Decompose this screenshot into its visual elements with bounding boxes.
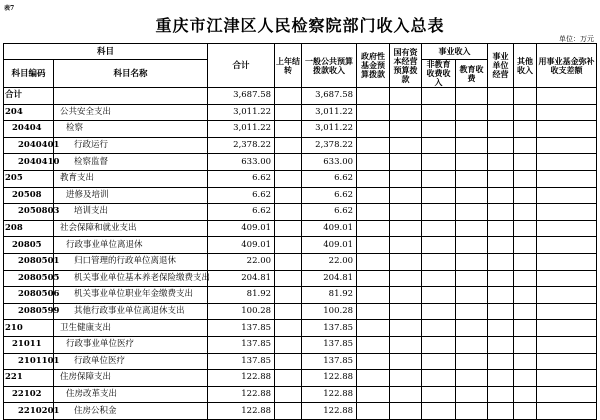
header-state-capital: 国有资本经营预算拨款	[390, 44, 422, 88]
empty-cell	[488, 353, 514, 370]
empty-cell	[514, 386, 537, 403]
table-row	[4, 287, 597, 304]
carryover-cell	[275, 187, 302, 204]
header-non-edu: 非教育收费收入	[422, 60, 456, 88]
subject-name-cell	[54, 88, 208, 105]
empty-cell	[390, 170, 422, 187]
total-cell: 122.88	[208, 386, 275, 403]
table-row	[4, 137, 597, 154]
empty-cell	[456, 237, 488, 254]
general-budget-cell: 122.88	[302, 403, 357, 420]
subject-code-cell: 208	[4, 220, 54, 237]
empty-cell	[422, 386, 456, 403]
header-carryover: 上年结转	[275, 44, 302, 88]
empty-cell	[488, 320, 514, 337]
empty-cell	[357, 88, 390, 105]
empty-cell	[488, 137, 514, 154]
header-career-fund: 用事业基金弥补收支差额	[537, 44, 597, 88]
subject-code-cell: 22102	[4, 386, 54, 403]
empty-cell	[456, 204, 488, 221]
empty-cell	[390, 320, 422, 337]
empty-cell	[357, 336, 390, 353]
empty-cell	[357, 270, 390, 287]
total-cell: 137.85	[208, 320, 275, 337]
empty-cell	[456, 287, 488, 304]
total-cell: 122.88	[208, 403, 275, 420]
total-cell: 204.81	[208, 270, 275, 287]
subject-code-cell: 204	[4, 104, 54, 121]
empty-cell	[514, 88, 537, 105]
empty-cell	[422, 303, 456, 320]
general-budget-cell: 122.88	[302, 386, 357, 403]
empty-cell	[456, 88, 488, 105]
empty-cell	[390, 137, 422, 154]
subject-code-cell: 合计	[4, 88, 54, 105]
empty-cell	[456, 220, 488, 237]
empty-cell	[488, 270, 514, 287]
empty-cell	[357, 353, 390, 370]
carryover-cell	[275, 320, 302, 337]
subject-name-cell: 教育支出	[54, 170, 208, 187]
empty-cell	[514, 370, 537, 387]
empty-cell	[456, 303, 488, 320]
empty-cell	[488, 336, 514, 353]
subject-name-cell: 检察	[54, 121, 208, 138]
empty-cell	[357, 386, 390, 403]
empty-cell	[422, 187, 456, 204]
table-row	[4, 253, 597, 270]
empty-cell	[514, 204, 537, 221]
subject-code-cell: 210	[4, 320, 54, 337]
empty-cell	[537, 220, 597, 237]
empty-cell	[514, 187, 537, 204]
subject-name-cell: 进修及培训	[54, 187, 208, 204]
general-budget-cell: 204.81	[302, 270, 357, 287]
empty-cell	[456, 121, 488, 138]
empty-cell	[422, 170, 456, 187]
subject-name-cell: 其他行政事业单位离退休支出	[54, 303, 208, 320]
carryover-cell	[275, 386, 302, 403]
empty-cell	[514, 137, 537, 154]
empty-cell	[537, 137, 597, 154]
header-edu: 教育收费	[456, 60, 488, 88]
empty-cell	[514, 320, 537, 337]
subject-code-cell: 21011	[4, 336, 54, 353]
table-tag: 表7	[4, 5, 15, 12]
carryover-cell	[275, 88, 302, 105]
empty-cell	[456, 403, 488, 420]
empty-cell	[357, 170, 390, 187]
empty-cell	[488, 253, 514, 270]
table-row	[4, 88, 597, 105]
empty-cell	[390, 104, 422, 121]
empty-cell	[357, 320, 390, 337]
general-budget-cell: 409.01	[302, 237, 357, 254]
empty-cell	[390, 353, 422, 370]
table-row	[4, 121, 597, 138]
general-budget-cell: 6.62	[302, 170, 357, 187]
empty-cell	[514, 104, 537, 121]
carryover-cell	[275, 336, 302, 353]
empty-cell	[537, 287, 597, 304]
empty-cell	[357, 403, 390, 420]
empty-cell	[537, 154, 597, 171]
carryover-cell	[275, 303, 302, 320]
empty-cell	[537, 104, 597, 121]
empty-cell	[390, 253, 422, 270]
empty-cell	[456, 137, 488, 154]
table-row	[4, 187, 597, 204]
general-budget-cell: 6.62	[302, 187, 357, 204]
empty-cell	[422, 287, 456, 304]
table-row	[4, 353, 597, 370]
table-row	[4, 170, 597, 187]
empty-cell	[390, 370, 422, 387]
empty-cell	[488, 386, 514, 403]
empty-cell	[514, 403, 537, 420]
table-row	[4, 204, 597, 221]
subject-code-cell: 20805	[4, 237, 54, 254]
empty-cell	[514, 154, 537, 171]
carryover-cell	[275, 237, 302, 254]
empty-cell	[456, 386, 488, 403]
general-budget-cell: 100.28	[302, 303, 357, 320]
header-name: 科目名称	[54, 60, 208, 88]
empty-cell	[422, 353, 456, 370]
table-body	[4, 88, 597, 420]
total-cell: 137.85	[208, 353, 275, 370]
empty-cell	[488, 287, 514, 304]
general-budget-cell: 122.88	[302, 370, 357, 387]
carryover-cell	[275, 403, 302, 420]
total-cell: 3,687.58	[208, 88, 275, 105]
empty-cell	[422, 403, 456, 420]
empty-cell	[514, 121, 537, 138]
empty-cell	[537, 187, 597, 204]
table-header	[4, 44, 597, 88]
empty-cell	[514, 303, 537, 320]
empty-cell	[514, 220, 537, 237]
header-general-budget: 一般公共预算拨款收入	[302, 44, 357, 88]
empty-cell	[456, 320, 488, 337]
empty-cell	[357, 237, 390, 254]
empty-cell	[537, 253, 597, 270]
subject-name-cell: 卫生健康支出	[54, 320, 208, 337]
total-cell: 6.62	[208, 170, 275, 187]
general-budget-cell: 3,687.58	[302, 88, 357, 105]
carryover-cell	[275, 204, 302, 221]
empty-cell	[357, 137, 390, 154]
empty-cell	[514, 253, 537, 270]
empty-cell	[488, 237, 514, 254]
empty-cell	[390, 154, 422, 171]
total-cell: 633.00	[208, 154, 275, 171]
empty-cell	[488, 370, 514, 387]
subject-name-cell: 检察监督	[54, 154, 208, 171]
total-cell: 409.01	[208, 237, 275, 254]
empty-cell	[357, 220, 390, 237]
header-other: 其他收入	[514, 44, 537, 88]
empty-cell	[456, 154, 488, 171]
header-career-income: 事业收入	[422, 44, 488, 60]
carryover-cell	[275, 121, 302, 138]
table-row	[4, 320, 597, 337]
empty-cell	[390, 386, 422, 403]
subject-code-cell: 2080501	[4, 253, 54, 270]
general-budget-cell: 137.85	[302, 320, 357, 337]
table-row	[4, 154, 597, 171]
empty-cell	[537, 237, 597, 254]
subject-name-cell: 住房保障支出	[54, 370, 208, 387]
general-budget-cell: 137.85	[302, 353, 357, 370]
empty-cell	[390, 237, 422, 254]
empty-cell	[357, 104, 390, 121]
subject-code-cell: 2210201	[4, 403, 54, 420]
empty-cell	[456, 270, 488, 287]
empty-cell	[456, 253, 488, 270]
empty-cell	[422, 121, 456, 138]
carryover-cell	[275, 170, 302, 187]
subject-name-cell: 社会保障和就业支出	[54, 220, 208, 237]
empty-cell	[390, 403, 422, 420]
empty-cell	[390, 303, 422, 320]
general-budget-cell: 81.92	[302, 287, 357, 304]
subject-code-cell: 20404	[4, 121, 54, 138]
total-cell: 409.01	[208, 220, 275, 237]
empty-cell	[488, 104, 514, 121]
empty-cell	[422, 320, 456, 337]
empty-cell	[357, 303, 390, 320]
empty-cell	[514, 270, 537, 287]
empty-cell	[357, 370, 390, 387]
table-row	[4, 237, 597, 254]
empty-cell	[537, 370, 597, 387]
page-title: 重庆市江津区人民检察院部门收入总表	[155, 16, 445, 35]
total-cell: 3,011.22	[208, 121, 275, 138]
general-budget-cell: 633.00	[302, 154, 357, 171]
table-row	[4, 403, 597, 420]
header-subject: 科目	[4, 44, 208, 60]
empty-cell	[422, 204, 456, 221]
empty-cell	[456, 187, 488, 204]
total-cell: 122.88	[208, 370, 275, 387]
empty-cell	[422, 237, 456, 254]
header-total: 合计	[208, 44, 275, 88]
general-budget-cell: 409.01	[302, 220, 357, 237]
total-cell: 81.92	[208, 287, 275, 304]
carryover-cell	[275, 287, 302, 304]
subject-code-cell: 2080505	[4, 270, 54, 287]
empty-cell	[488, 121, 514, 138]
subject-name-cell: 行政运行	[54, 137, 208, 154]
carryover-cell	[275, 220, 302, 237]
subject-name-cell: 行政事业单位离退休	[54, 237, 208, 254]
subject-name-cell: 行政事业单位医疗	[54, 336, 208, 353]
general-budget-cell: 3,011.22	[302, 121, 357, 138]
empty-cell	[422, 154, 456, 171]
empty-cell	[422, 220, 456, 237]
empty-cell	[537, 270, 597, 287]
header-code: 科目编码	[4, 60, 54, 88]
subject-code-cell: 2080599	[4, 303, 54, 320]
empty-cell	[488, 187, 514, 204]
empty-cell	[488, 403, 514, 420]
table-row	[4, 336, 597, 353]
subject-code-cell: 2050803	[4, 204, 54, 221]
empty-cell	[390, 270, 422, 287]
subject-name-cell: 行政单位医疗	[54, 353, 208, 370]
subject-code-cell: 2040401	[4, 137, 54, 154]
total-cell: 100.28	[208, 303, 275, 320]
empty-cell	[390, 287, 422, 304]
subject-code-cell: 20508	[4, 187, 54, 204]
total-cell: 6.62	[208, 204, 275, 221]
empty-cell	[422, 104, 456, 121]
carryover-cell	[275, 104, 302, 121]
empty-cell	[390, 88, 422, 105]
empty-cell	[488, 88, 514, 105]
empty-cell	[488, 204, 514, 221]
subject-code-cell: 205	[4, 170, 54, 187]
empty-cell	[390, 204, 422, 221]
subject-name-cell: 培训支出	[54, 204, 208, 221]
empty-cell	[488, 170, 514, 187]
header-unit-ops: 事业单位经营	[488, 44, 514, 88]
empty-cell	[422, 336, 456, 353]
carryover-cell	[275, 370, 302, 387]
subject-name-cell: 机关事业单位基本养老保险缴费支出	[54, 270, 208, 287]
empty-cell	[357, 121, 390, 138]
general-budget-cell: 22.00	[302, 253, 357, 270]
empty-cell	[357, 187, 390, 204]
table-row	[4, 386, 597, 403]
empty-cell	[422, 253, 456, 270]
general-budget-cell: 137.85	[302, 336, 357, 353]
empty-cell	[422, 137, 456, 154]
carryover-cell	[275, 270, 302, 287]
empty-cell	[357, 287, 390, 304]
empty-cell	[514, 237, 537, 254]
total-cell: 3,011.22	[208, 104, 275, 121]
table-row	[4, 303, 597, 320]
empty-cell	[537, 204, 597, 221]
empty-cell	[537, 170, 597, 187]
table-row	[4, 370, 597, 387]
empty-cell	[537, 353, 597, 370]
table-row	[4, 270, 597, 287]
subject-code-cell: 221	[4, 370, 54, 387]
subject-name-cell: 住房改革支出	[54, 386, 208, 403]
header-fund-budget: 政府性基金预算拨款	[357, 44, 390, 88]
table-row	[4, 104, 597, 121]
empty-cell	[537, 386, 597, 403]
carryover-cell	[275, 353, 302, 370]
empty-cell	[488, 303, 514, 320]
subject-name-cell: 归口管理的行政单位离退休	[54, 253, 208, 270]
empty-cell	[456, 170, 488, 187]
subject-code-cell: 2101101	[4, 353, 54, 370]
empty-cell	[488, 154, 514, 171]
empty-cell	[357, 204, 390, 221]
total-cell: 22.00	[208, 253, 275, 270]
general-budget-cell: 2,378.22	[302, 137, 357, 154]
empty-cell	[514, 287, 537, 304]
empty-cell	[537, 336, 597, 353]
empty-cell	[422, 370, 456, 387]
subject-code-cell: 2080506	[4, 287, 54, 304]
empty-cell	[537, 320, 597, 337]
empty-cell	[390, 187, 422, 204]
empty-cell	[390, 336, 422, 353]
carryover-cell	[275, 154, 302, 171]
empty-cell	[422, 270, 456, 287]
general-budget-cell: 3,011.22	[302, 104, 357, 121]
general-budget-cell: 6.62	[302, 204, 357, 221]
empty-cell	[390, 220, 422, 237]
empty-cell	[422, 88, 456, 105]
empty-cell	[456, 336, 488, 353]
empty-cell	[357, 253, 390, 270]
total-cell: 6.62	[208, 187, 275, 204]
table-row	[4, 220, 597, 237]
empty-cell	[357, 154, 390, 171]
carryover-cell	[275, 253, 302, 270]
total-cell: 137.85	[208, 336, 275, 353]
empty-cell	[537, 303, 597, 320]
subject-name-cell: 公共安全支出	[54, 104, 208, 121]
empty-cell	[456, 370, 488, 387]
carryover-cell	[275, 137, 302, 154]
empty-cell	[537, 88, 597, 105]
unit-label: 单位：万元	[559, 35, 594, 43]
empty-cell	[390, 121, 422, 138]
income-table	[3, 43, 597, 420]
subject-name-cell: 机关事业单位职业年金缴费支出	[54, 287, 208, 304]
empty-cell	[456, 353, 488, 370]
empty-cell	[514, 353, 537, 370]
subject-name-cell: 住房公积金	[54, 403, 208, 420]
total-cell: 2,378.22	[208, 137, 275, 154]
subject-code-cell: 2040410	[4, 154, 54, 171]
empty-cell	[537, 121, 597, 138]
empty-cell	[514, 336, 537, 353]
empty-cell	[514, 170, 537, 187]
empty-cell	[537, 403, 597, 420]
empty-cell	[456, 104, 488, 121]
empty-cell	[488, 220, 514, 237]
